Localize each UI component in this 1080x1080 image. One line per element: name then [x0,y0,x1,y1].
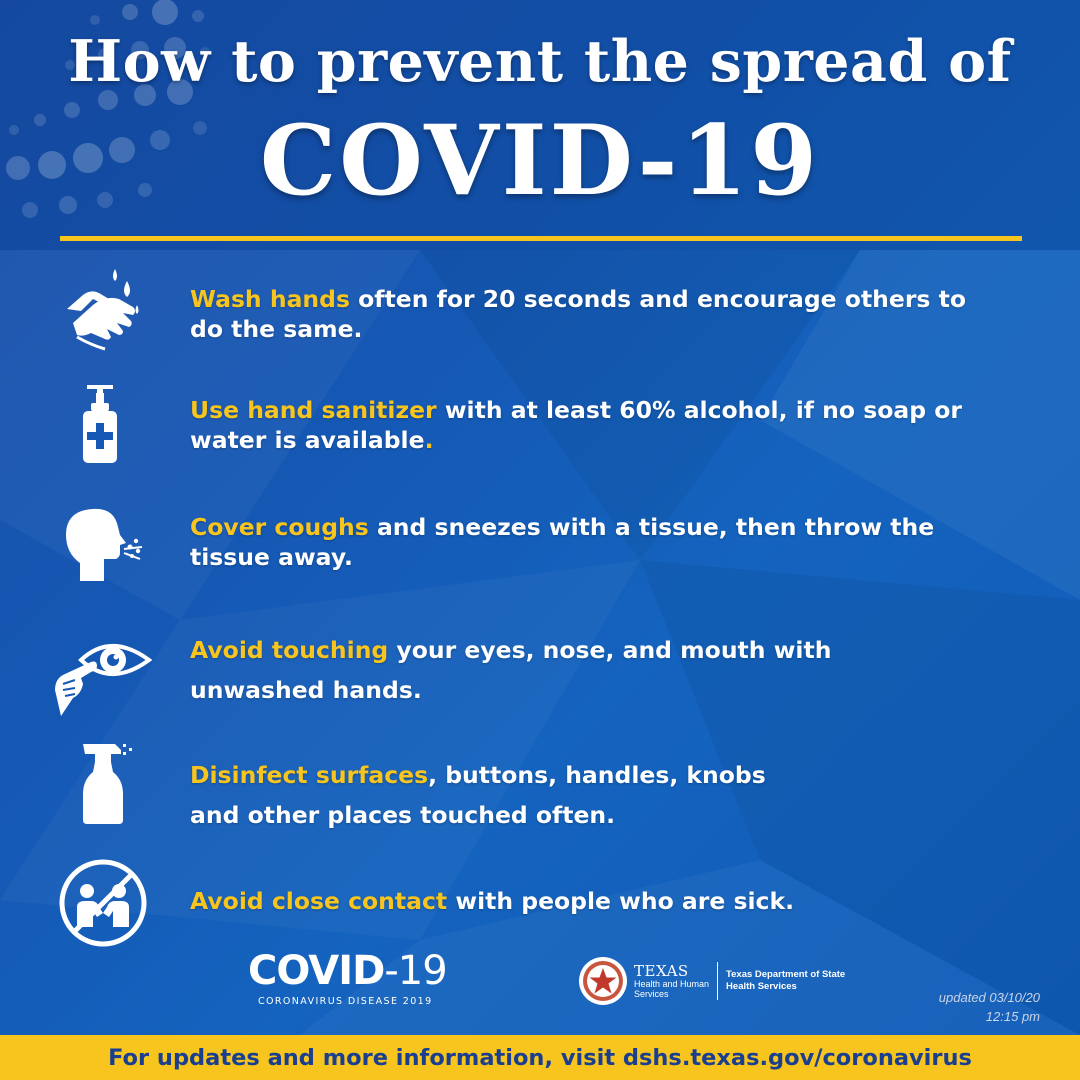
covid19-logo-text [248,948,458,994]
tip-rest-line-2: water is available [190,426,425,454]
dshs-line-2: Health Services [726,981,797,992]
hand-sanitizer-icon [38,378,168,468]
texas-sub-line-2: Services [634,988,669,999]
tip-lead: Disinfect surfaces [190,761,429,789]
tip-cover-coughs [0,498,1080,598]
covid-logo-number: -19 [384,948,447,994]
tip-rest-line-1: , buttons, handles, knobs [428,761,766,789]
logo-divider [717,962,718,1000]
tip-lead: Cover coughs [190,513,369,541]
tip-lead: Avoid close contact [190,887,448,915]
tip-avoid-touching [0,615,1080,725]
tip-avoid-close-contact [0,858,1080,948]
tip-text [190,630,1010,710]
tip-text [190,755,1010,835]
tip-rest-line-2: tissue away. [190,543,353,571]
texas-hhs-text [634,961,710,999]
tip-disinfect-surfaces [0,738,1080,838]
title-underline [60,236,1022,241]
cough-head-icon [38,498,168,588]
tip-rest-line-1: and sneezes with a tissue, then throw the [368,513,935,541]
tip-text [190,284,1010,344]
tip-rest-line-2: unwashed hands. [190,676,422,704]
texas-hhs-logo [578,955,845,1007]
tip-lead: Wash hands [190,285,350,313]
footer-bar [0,1035,1080,1080]
updated-date: updated 03/10/20 [938,990,1040,1005]
tip-lead: Use hand sanitizer [190,396,437,424]
tip-rest-line-1: often for 20 seconds and encourage others to [349,285,966,313]
touching-eye-icon [38,620,168,720]
texas-word: TEXAS [634,961,689,980]
tip-lead: Avoid touching [190,636,389,664]
tip-rest-line-1: your eyes, nose, and mouth with [388,636,832,664]
spray-bottle-icon [38,738,168,828]
title-line-2: COVID-19 [259,104,821,217]
title-line-1: How to prevent the spread of [68,28,1012,95]
texas-seal-icon [578,956,628,1006]
tip-wash-hands [0,262,1080,362]
tip-hand-sanitizer [0,378,1080,478]
dshs-line-1: Texas Department of State [726,969,846,980]
footer-text: For updates and more information, visit dshs.texas.gov/coronavirus [108,1044,972,1071]
covid19-logo-subtitle: CORONAVIRUS DISEASE 2019 [258,996,433,1007]
tip-text [190,395,1010,455]
tip-text [190,886,1010,916]
dshs-text [726,969,845,993]
tip-rest-line-1: with at least 60% alcohol, if no soap or [436,396,962,424]
updated-timestamp [939,988,1040,1026]
covid19-logo [248,948,458,1007]
updated-time: 12:15 pm [985,1009,1040,1024]
texas-sub-line-1: Health and Human [634,978,710,989]
tip-text [190,512,1010,572]
covid-logo-main: COVID [248,948,385,994]
tip-rest-line-2: do the same. [190,315,363,343]
hand-washing-icon [38,262,168,357]
tip-rest-line-1: with people who are sick. [447,887,795,915]
tip-rest-line-2: and other places touched often. [190,801,616,829]
no-contact-icon [38,858,168,948]
tip-end-period: . [424,426,434,454]
